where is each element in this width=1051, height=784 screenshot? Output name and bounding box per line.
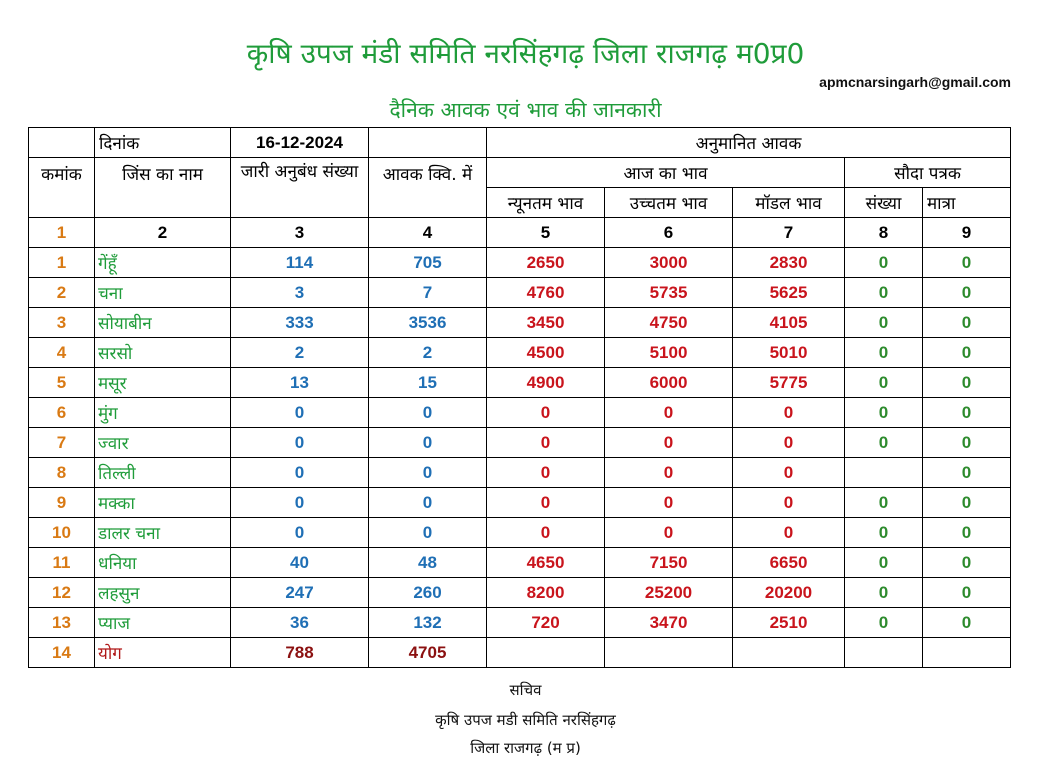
- jari-anubandh-count: 114: [231, 248, 369, 278]
- commodity-name: मक्का: [95, 488, 231, 518]
- email-address: apmcnarsingarh@gmail.com: [819, 74, 1011, 90]
- model-price: 2830: [733, 248, 845, 278]
- commodity-name: सोयाबीन: [95, 308, 231, 338]
- serial-number: 9: [29, 488, 95, 518]
- max-price: 5100: [605, 338, 733, 368]
- commodity-name: ज्वार: [95, 428, 231, 458]
- model-price: 0: [733, 428, 845, 458]
- jari-anubandh-count: 3: [231, 278, 369, 308]
- jari-anubandh-count: 2: [231, 338, 369, 368]
- col-header-sauda-patrak: सौदा पत्रक: [845, 158, 1011, 188]
- jari-anubandh-count: 247: [231, 578, 369, 608]
- sauda-sankhya: 0: [845, 398, 923, 428]
- table-row: [29, 398, 1011, 428]
- model-price: 5625: [733, 278, 845, 308]
- serial-number: 2: [29, 278, 95, 308]
- min-price: 0: [487, 428, 605, 458]
- min-price: 720: [487, 608, 605, 638]
- column-number-cell: 1: [29, 218, 95, 248]
- sauda-sankhya: 0: [845, 548, 923, 578]
- aavak-quintal: 132: [369, 608, 487, 638]
- model-price: 4105: [733, 308, 845, 338]
- table-row: [29, 248, 1011, 278]
- col-header-model-bhav: मॉडल भाव: [733, 188, 845, 218]
- aavak-quintal: 7: [369, 278, 487, 308]
- serial-number: 7: [29, 428, 95, 458]
- column-number-cell: 3: [231, 218, 369, 248]
- blank-cell: [845, 638, 923, 668]
- column-number-cell: 2: [95, 218, 231, 248]
- max-price: 5735: [605, 278, 733, 308]
- serial-number: 5: [29, 368, 95, 398]
- table-row: [29, 308, 1011, 338]
- aavak-quintal: 2: [369, 338, 487, 368]
- sauda-matra: 0: [923, 608, 1011, 638]
- col-header-sankhya: संख्या: [845, 188, 923, 218]
- min-price: 2650: [487, 248, 605, 278]
- mandi-rates-table: [28, 127, 1011, 668]
- model-price: 5775: [733, 368, 845, 398]
- serial-number: 10: [29, 518, 95, 548]
- blank-cell: [369, 128, 487, 158]
- model-price: 2510: [733, 608, 845, 638]
- max-price: 25200: [605, 578, 733, 608]
- min-price: 0: [487, 458, 605, 488]
- column-number-row: [29, 218, 1011, 248]
- jari-anubandh-count: 0: [231, 458, 369, 488]
- anumanit-aavak-header: अनुमानित आवक: [487, 128, 1011, 158]
- jari-anubandh-count: 333: [231, 308, 369, 338]
- max-price: 0: [605, 398, 733, 428]
- model-price: 0: [733, 398, 845, 428]
- serial-number: 6: [29, 398, 95, 428]
- sauda-matra: 0: [923, 518, 1011, 548]
- col-header-jari-anubandh: जारी अनुबंध संख्या: [231, 158, 369, 218]
- max-price: 3000: [605, 248, 733, 278]
- max-price: 6000: [605, 368, 733, 398]
- min-price: 8200: [487, 578, 605, 608]
- sauda-sankhya: 0: [845, 518, 923, 548]
- sauda-sankhya: 0: [845, 278, 923, 308]
- min-price: 0: [487, 398, 605, 428]
- col-header-aavak: आवक क्वि. में: [369, 158, 487, 218]
- signature-designation: सचिव: [509, 681, 542, 699]
- jari-anubandh-count: 36: [231, 608, 369, 638]
- max-price: 0: [605, 428, 733, 458]
- commodity-name: डालर चना: [95, 518, 231, 548]
- max-price: 4750: [605, 308, 733, 338]
- total-aavak: 4705: [369, 638, 487, 668]
- jari-anubandh-count: 0: [231, 488, 369, 518]
- col-header-kramank: कमांक: [29, 158, 95, 218]
- model-price: 6650: [733, 548, 845, 578]
- commodity-name: धनिया: [95, 548, 231, 578]
- model-price: 0: [733, 458, 845, 488]
- column-number-cell: 5: [487, 218, 605, 248]
- total-serial: 14: [29, 638, 95, 668]
- jari-anubandh-count: 0: [231, 428, 369, 458]
- table-row: [29, 488, 1011, 518]
- serial-number: 1: [29, 248, 95, 278]
- table-row: [29, 548, 1011, 578]
- total-jari: 788: [231, 638, 369, 668]
- signature-office: कृषि उपज मडी समिति नरसिंहगढ़: [435, 711, 616, 729]
- max-price: 7150: [605, 548, 733, 578]
- table-row: [29, 428, 1011, 458]
- min-price: 4500: [487, 338, 605, 368]
- max-price: 0: [605, 518, 733, 548]
- sauda-matra: 0: [923, 278, 1011, 308]
- jari-anubandh-count: 0: [231, 518, 369, 548]
- sauda-matra: 0: [923, 398, 1011, 428]
- sauda-sankhya: 0: [845, 248, 923, 278]
- serial-number: 8: [29, 458, 95, 488]
- commodity-name: गेंहूँ: [95, 248, 231, 278]
- date-label: दिनांक: [95, 128, 231, 158]
- min-price: 0: [487, 488, 605, 518]
- sauda-sankhya: 0: [845, 578, 923, 608]
- sauda-matra: 0: [923, 368, 1011, 398]
- jari-anubandh-count: 40: [231, 548, 369, 578]
- date-value: 16-12-2024: [231, 128, 369, 158]
- aavak-quintal: 0: [369, 488, 487, 518]
- commodity-name: मसूर: [95, 368, 231, 398]
- aavak-quintal: 48: [369, 548, 487, 578]
- col-header-aaj-ka-bhav: आज का भाव: [487, 158, 845, 188]
- aavak-quintal: 0: [369, 428, 487, 458]
- aavak-quintal: 0: [369, 398, 487, 428]
- min-price: 3450: [487, 308, 605, 338]
- sauda-sankhya: 0: [845, 368, 923, 398]
- commodity-name: तिल्ली: [95, 458, 231, 488]
- sauda-sankhya: 0: [845, 608, 923, 638]
- serial-number: 13: [29, 608, 95, 638]
- col-header-min-bhav: न्यूनतम भाव: [487, 188, 605, 218]
- table-row: [29, 368, 1011, 398]
- max-price: 0: [605, 458, 733, 488]
- blank-cell: [923, 638, 1011, 668]
- commodity-name: मुंग: [95, 398, 231, 428]
- model-price: 5010: [733, 338, 845, 368]
- column-number-cell: 6: [605, 218, 733, 248]
- min-price: 0: [487, 518, 605, 548]
- model-price: 0: [733, 488, 845, 518]
- commodity-name: लहसुन: [95, 578, 231, 608]
- sauda-matra: 0: [923, 308, 1011, 338]
- sauda-sankhya: 0: [845, 338, 923, 368]
- sauda-matra: 0: [923, 428, 1011, 458]
- sauda-sankhya: 0: [845, 488, 923, 518]
- aavak-quintal: 15: [369, 368, 487, 398]
- aavak-quintal: 705: [369, 248, 487, 278]
- min-price: 4650: [487, 548, 605, 578]
- jari-anubandh-count: 0: [231, 398, 369, 428]
- table-row: [29, 578, 1011, 608]
- blank-cell: [733, 638, 845, 668]
- serial-number: 4: [29, 338, 95, 368]
- sauda-matra: 0: [923, 578, 1011, 608]
- column-number-cell: 9: [923, 218, 1011, 248]
- sauda-matra: 0: [923, 548, 1011, 578]
- page-subtitle: दैनिक आवक एवं भाव की जानकारी: [389, 98, 662, 122]
- table-row: [29, 518, 1011, 548]
- blank-cell: [605, 638, 733, 668]
- column-number-cell: 4: [369, 218, 487, 248]
- column-number-cell: 8: [845, 218, 923, 248]
- aavak-quintal: 260: [369, 578, 487, 608]
- blank-cell: [29, 128, 95, 158]
- serial-number: 11: [29, 548, 95, 578]
- serial-number: 12: [29, 578, 95, 608]
- aavak-quintal: 0: [369, 518, 487, 548]
- model-price: 20200: [733, 578, 845, 608]
- sauda-matra: 0: [923, 488, 1011, 518]
- max-price: 3470: [605, 608, 733, 638]
- min-price: 4900: [487, 368, 605, 398]
- table-row: [29, 338, 1011, 368]
- table-row: [29, 278, 1011, 308]
- sauda-matra: 0: [923, 458, 1011, 488]
- commodity-name: सरसो: [95, 338, 231, 368]
- max-price: 0: [605, 488, 733, 518]
- signature-district: जिला राजगढ़ (म प्र): [470, 739, 581, 757]
- commodity-name: चना: [95, 278, 231, 308]
- model-price: 0: [733, 518, 845, 548]
- column-number-cell: 7: [733, 218, 845, 248]
- commodity-name: प्याज: [95, 608, 231, 638]
- sauda-sankhya: 0: [845, 428, 923, 458]
- total-row: [29, 638, 1011, 668]
- sauda-sankhya: [845, 458, 923, 488]
- total-label: योग: [95, 638, 231, 668]
- sauda-matra: 0: [923, 338, 1011, 368]
- table-row: [29, 608, 1011, 638]
- blank-cell: [487, 638, 605, 668]
- aavak-quintal: 3536: [369, 308, 487, 338]
- col-header-jins: जिंस का नाम: [95, 158, 231, 218]
- col-header-matra: मात्रा: [923, 188, 1011, 218]
- sauda-matra: 0: [923, 248, 1011, 278]
- min-price: 4760: [487, 278, 605, 308]
- jari-anubandh-count: 13: [231, 368, 369, 398]
- page-title: कृषि उपज मंडी समिति नरसिंहगढ़ जिला राजगढ़ म0प्र0: [246, 37, 805, 70]
- col-header-max-bhav: उच्चतम भाव: [605, 188, 733, 218]
- sauda-sankhya: 0: [845, 308, 923, 338]
- aavak-quintal: 0: [369, 458, 487, 488]
- serial-number: 3: [29, 308, 95, 338]
- table-row: [29, 458, 1011, 488]
